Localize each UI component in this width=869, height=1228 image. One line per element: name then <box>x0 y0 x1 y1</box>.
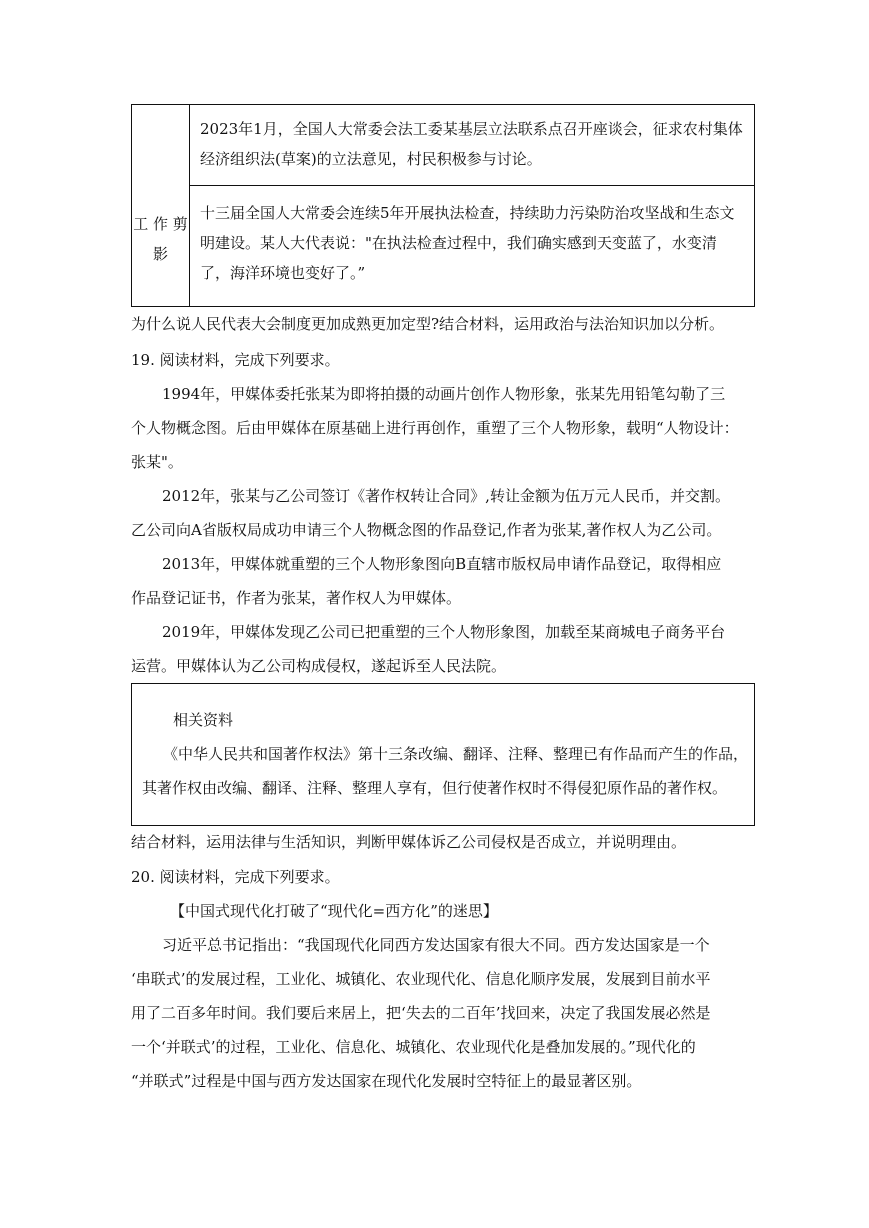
material-subtitle: 【中国式现代化打破了“现代化=西方化”的迷思】 <box>170 902 498 920</box>
paragraph-line: 2019年，甲媒体发现乙公司已把重塑的三个人物形象图，加载至某商城电子商务平台 <box>162 623 726 641</box>
reference-box <box>131 683 755 826</box>
paragraph-line: 2013年，甲媒体就重塑的三个人物形象图向B直辖市版权局申请作品登记，取得相应 <box>162 555 722 573</box>
reference-line: 其著作权由改编、翻译、注释、整理人享有，但行使著作权时不得侵犯原作品的著作权。 <box>142 779 728 797</box>
paragraph-line: 作品登记证书，作者为张某，著作权人为甲媒体。 <box>131 589 462 607</box>
paragraph-line: 1994年，甲媒体委托张某为即将拍摄的动画片创作人物形象，张某先用铅笔勾勒了三 <box>162 385 726 403</box>
table-row-label: 工 作 剪影 <box>133 215 188 263</box>
question-heading: 20. 阅读材料，完成下列要求。 <box>131 868 340 886</box>
question-heading: 19. 阅读材料，完成下列要求。 <box>131 351 340 369</box>
table-divider <box>189 105 190 306</box>
paragraph-line: 用了二百多年时间。我们要后来居上，把‘失去的二百年’找回来，决定了我国发展必然是 <box>131 1004 711 1022</box>
paragraph-line: 张某"。 <box>131 453 183 471</box>
reference-line: 《中华人民共和国著作权法》第十三条改编、翻译、注释、整理已有作品而产生的作品， <box>163 745 749 763</box>
question-prompt: 结合材料，运用法律与生活知识，判断甲媒体诉乙公司侵权是否成立，并说明理由。 <box>131 833 687 851</box>
paragraph-line: 个人物概念图。后由甲媒体在原基础上进行再创作，重塑了三个人物形象，载明“人物设计： <box>131 419 739 437</box>
paragraph-line: 乙公司向A省版权局成功申请三个人物概念图的作品登记,作者为张某,著作权人为乙公司。 <box>131 521 722 539</box>
paragraph-line: 习近平总书记指出：“我国现代化同西方发达国家有很大不同。西方发达国家是一个 <box>162 936 710 954</box>
paragraph-line: “并联式”过程是中国与西方发达国家在现代化发展时空特征上的最显著区别。 <box>131 1072 642 1090</box>
paragraph-line: 2012年，张某与乙公司签订《著作权转让合同》,转让金额为伍万元人民币，并交割。 <box>162 487 730 505</box>
work-snapshot-table <box>131 104 755 307</box>
paragraph-line: ‘串联式’的发展过程，工业化、城镇化、农业现代化、信息化顺序发展，发展到目前水平 <box>131 970 711 988</box>
table-divider <box>189 185 754 186</box>
paragraph-line: 一个‘并联式’的过程，工业化、信息化、城镇化、农业现代化是叠加发展的。”现代化的 <box>131 1038 696 1056</box>
table-cell: 十三届全国人大常委会连续5年开展执法检查，持续助力污染防治攻坚战和生态文明建设。某人大代表说："在执法检查过程中，我们确实感到天变蓝了，水变清了，海洋环境也变好了。” <box>200 204 735 282</box>
question-prompt: 为什么说人民代表大会制度更加成熟更加定型?结合材料，运用政治与法治知识加以分析。 <box>131 315 725 333</box>
table-cell: 2023年1月，全国人大常委会法工委某基层立法联系点召开座谈会，征求农村集体经济组织法(草案)的立法意见，村民积极参与讨论。 <box>200 120 743 168</box>
reference-title: 相关资料 <box>173 711 234 729</box>
paragraph-line: 运营。甲媒体认为乙公司构成侵权，遂起诉至人民法院。 <box>131 657 507 675</box>
